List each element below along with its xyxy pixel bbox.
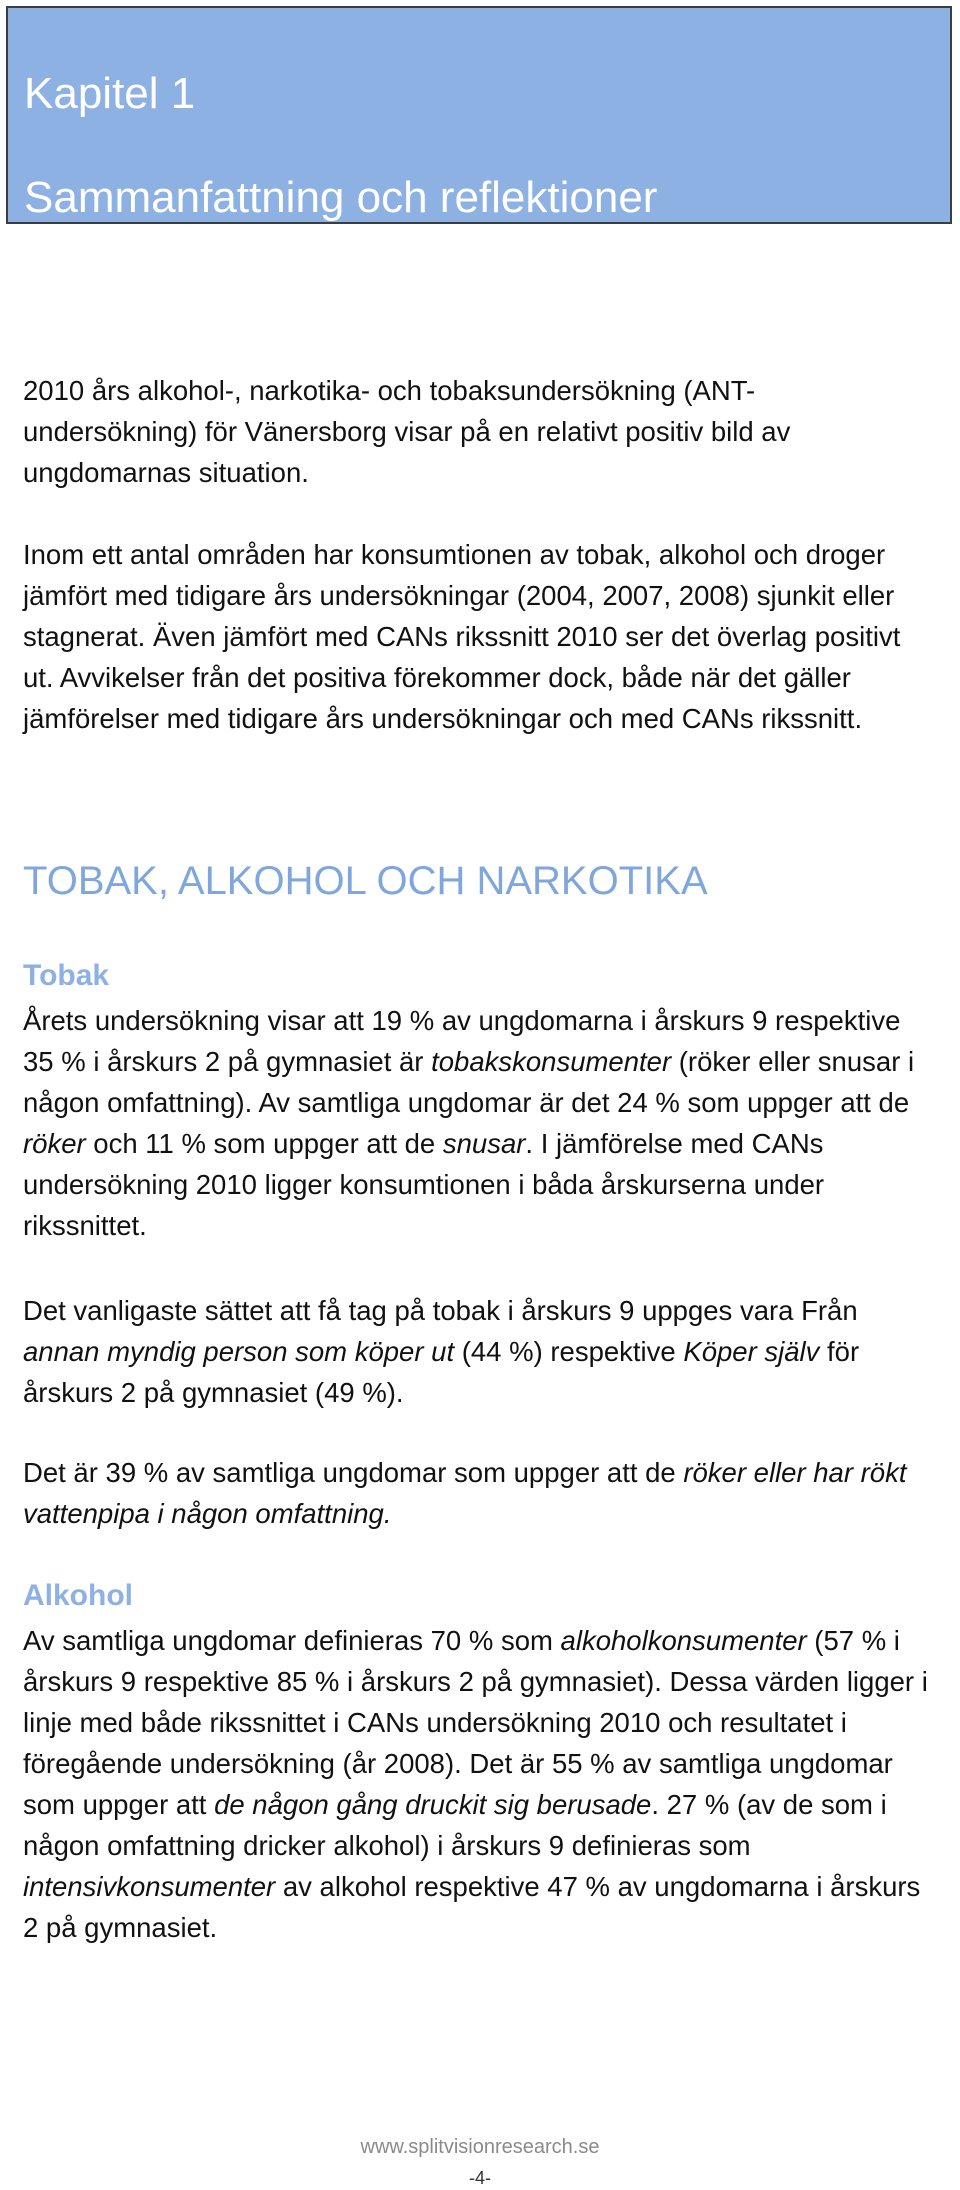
chapter-number: Kapitel 1 — [24, 69, 196, 118]
chapter-title: Sammanfattning och reflektioner — [24, 173, 658, 222]
emphasis-text: tobakskonsumenter — [431, 1046, 672, 1077]
text-run: Det är 39 % av samtliga ungdomar som uppger att de — [23, 1457, 684, 1488]
emphasis-text: intensivkonsumenter — [23, 1871, 276, 1902]
text-run: . 27 % (av de som i någon omfattning dricker alkohol) i årskurs 9 definieras som — [23, 1789, 887, 1861]
tobak-paragraph-3 — [23, 1452, 933, 1534]
emphasis-text: annan myndig person som köper ut — [23, 1336, 455, 1367]
emphasis-text: snusar — [442, 1128, 526, 1159]
emphasis-text: röker eller har rökt vattenpipa i någon omfattning. — [23, 1457, 907, 1529]
text-run: (röker eller snusar i någon omfattning). Av samtliga ungdomar är det 24 % som uppger att de — [23, 1046, 915, 1118]
text-run: Av samtliga ungdomar definieras 70 % som — [23, 1625, 561, 1656]
section-heading: TOBAK, ALKOHOL OCH NARKOTIKA — [23, 859, 708, 903]
page-number: -4- — [469, 2168, 491, 2188]
alkohol-paragraph-1 — [23, 1620, 933, 1948]
footer-url: www.splitvisionresearch.se — [360, 2136, 600, 2158]
emphasis-text: de någon gång druckit sig berusade — [214, 1789, 652, 1820]
alkohol-heading: Alkohol — [23, 1579, 133, 1612]
text-run: . I jämförelse med CANs undersökning 2010 ligger konsumtionen i båda årskurserna under rikssnittet. — [23, 1128, 825, 1241]
text-run: (57 % i årskurs 9 respektive 85 % i årskurs 2 på gymnasiet). Dessa värden ligger i linje med både rikssnittet i CANs undersökning 2010 och resultatet i föregående undersökning (år 2008). Det är 55 % av samtliga ungdomar som uppger att — [23, 1625, 928, 1820]
text-run: för årskurs 2 på gymnasiet (49 %). — [23, 1336, 860, 1408]
text-run: Det vanligaste sättet att få tag på tobak i årskurs 9 uppges vara Från — [23, 1295, 858, 1326]
emphasis-text: röker — [23, 1128, 86, 1159]
intro-paragraph-1: 2010 års alkohol-, narkotika- och tobaksundersökning (ANT-undersökning) för Vänersborg visar på en relativt positiv bild av ungdomarnas situation. — [23, 375, 791, 488]
intro-paragraph-2: Inom ett antal områden har konsumtionen av tobak, alkohol och droger jämfört med tidigare års undersökningar (2004, 2007, 2008) sjunkit eller stagnerat. Även jämfört med CANs rikssnitt 2010 ser det överlag positivt ut. Avvikelser från det positiva förekommer dock, både när det gäller jämförelser med tidigare års undersökningar och med CANs rikssnitt. — [23, 539, 901, 734]
text-run: och 11 % som uppger att de — [85, 1128, 443, 1159]
tobak-heading: Tobak — [23, 959, 110, 992]
chapter-header — [6, 6, 952, 224]
tobak-paragraph-2 — [23, 1290, 933, 1413]
emphasis-text: Köper själv — [683, 1336, 820, 1367]
text-run: (44 %) respektive — [454, 1336, 684, 1367]
text-run: av alkohol respektive 47 % av ungdomarna i årskurs 2 på gymnasiet. — [23, 1871, 921, 1943]
text-run: Årets undersökning visar att 19 % av ungdomarna i årskurs 9 respektive 35 % i årskurs 2 på gymnasiet är — [23, 1005, 901, 1077]
tobak-paragraph-1 — [23, 1000, 933, 1246]
emphasis-text: alkoholkonsumenter — [560, 1625, 807, 1656]
